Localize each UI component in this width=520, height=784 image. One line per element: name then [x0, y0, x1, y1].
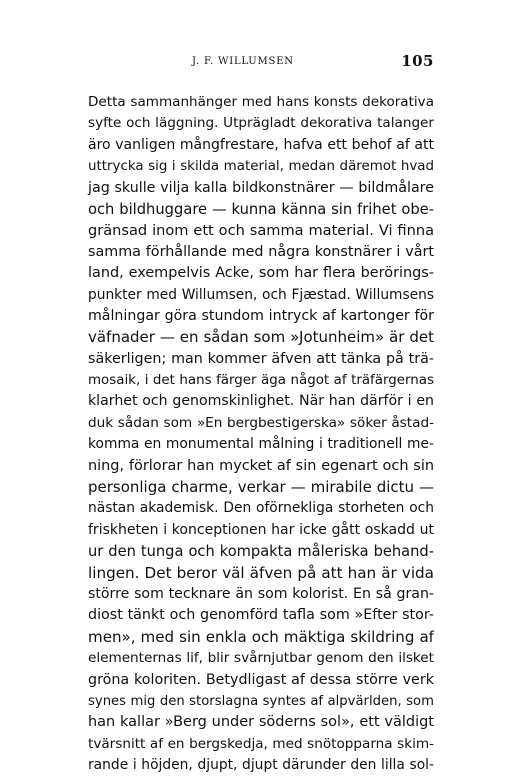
page-number: 105 — [401, 52, 434, 70]
text-line: gränsad inom ett och samma material. Vi finna — [88, 222, 434, 240]
text-line: uttrycka sig i skilda material, medan däremot hvad — [88, 159, 434, 175]
text-line: mosaik, i det hans färger äga något af träfärgernas — [88, 373, 434, 389]
text-line: rande i höjden, djupt, djupt därunder den lilla sol- — [88, 757, 434, 774]
page-header — [88, 52, 434, 74]
text-line: ur den tunga och kompakta måleriska behand- — [88, 543, 434, 561]
text-line: diost tänkt och genomförd tafla som »Efter stor- — [88, 607, 434, 624]
body-paragraph — [88, 92, 434, 777]
text-line: målningar göra stundom intryck af kartonger för — [88, 307, 434, 324]
text-line: elementernas lif, blir svårnjutbar genom den ilsket — [88, 650, 434, 667]
text-line: och bildhuggare — kunna känna sin frihet obe- — [88, 200, 434, 218]
text-line: nästan akademisk. Den oförnekliga storheten och — [88, 500, 434, 517]
text-line: komma en monumental målning i traditionell me- — [88, 436, 434, 453]
text-line: klarhet och genomskinlighet. När han därför i en — [88, 393, 434, 410]
text-line: personliga charme, verkar — mirabile dictu — — [88, 478, 434, 497]
text-line: större som tecknare än som kolorist. En så gran- — [88, 585, 434, 602]
text-line: jag skulle vilja kalla bildkonstnärer — bildmålare — [88, 179, 434, 196]
text-line: samma förhållande med några konstnärer i vårt — [88, 243, 434, 260]
text-line: synes mig den storslagna syntes af alpvärlden, som — [88, 693, 434, 709]
running-head: J. F. WILLUMSEN — [192, 56, 294, 67]
text-line: väfnader — en sådan som »Jotunheim» är det — [88, 328, 434, 347]
text-line: land, exempelvis Acke, som har flera berörings- — [88, 265, 434, 282]
text-line: lingen. Det beror väl äfven på att han är vida — [88, 563, 434, 582]
text-line: punkter med Willumsen, och Fjæstad. Willumsens — [88, 286, 434, 303]
text-line: äro vanligen mångfrestare, hafva ett behof af att — [88, 136, 434, 153]
text-line: han kallar »Berg under söderns sol», ett väldigt — [88, 714, 434, 731]
text-line: tvärsnitt af en bergskedja, med snötopparna skim- — [88, 735, 434, 752]
text-line: gröna koloriten. Betydligast af dessa större verk — [88, 671, 434, 688]
text-line: säkerligen; man kommer äfven att tänka på trä- — [88, 350, 434, 367]
text-line: syfte och läggning. Utprägladt dekorativa talanger — [88, 115, 434, 132]
text-line: friskheten i konceptionen har icke gått oskadd ut — [88, 521, 434, 538]
text-line: ning, förlorar han mycket af sin egenart och sin — [88, 457, 434, 474]
text-line: men», med sin enkla och mäktiga skildring af — [88, 627, 434, 646]
text-line: Detta sammanhänger med hans konsts dekorativa — [88, 94, 434, 110]
text-line: duk sådan som »En bergbestigerska» söker åstad- — [88, 414, 434, 431]
